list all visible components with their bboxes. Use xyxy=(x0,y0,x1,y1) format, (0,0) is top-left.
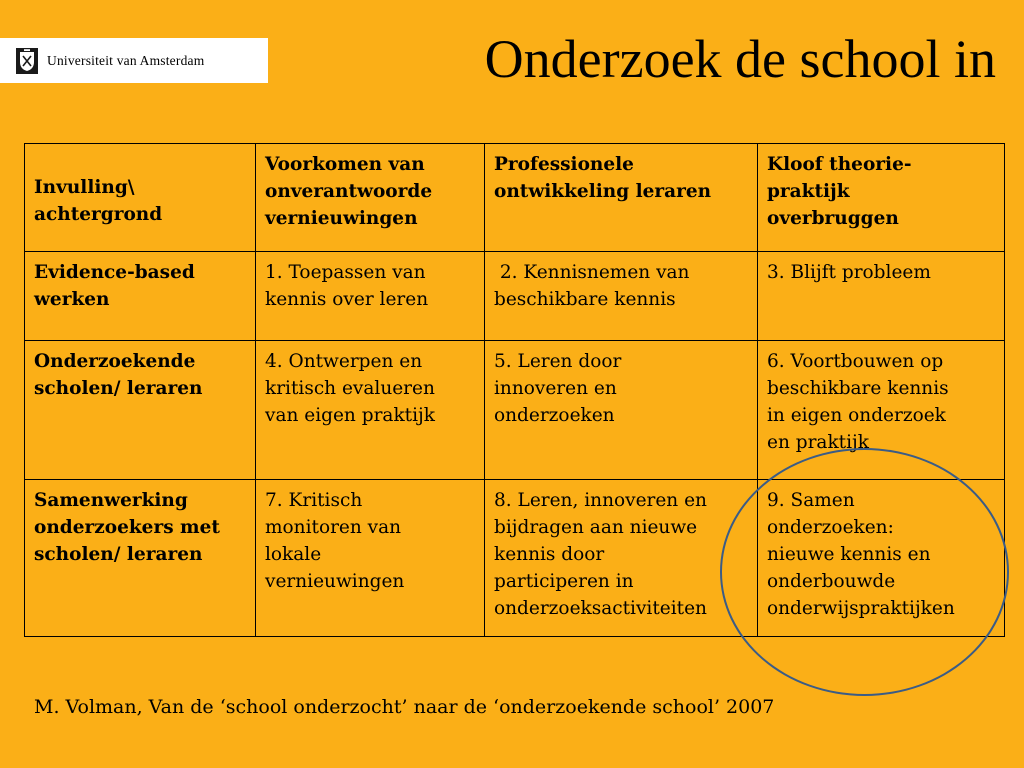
university-emblem-icon xyxy=(16,48,38,74)
table-cell: 2. Kennisnemen van beschikbare kennis xyxy=(485,252,758,341)
university-name: Universiteit van Amsterdam xyxy=(47,52,205,68)
table-cell: 9. Samen onderzoeken: nieuwe kennis en onderbouwde onderwijspraktijken xyxy=(758,480,1005,637)
table-cell: 4. Ontwerpen en kritisch evalueren van eigen praktijk xyxy=(256,341,485,480)
row-header: Samenwerking onderzoekers met scholen/ leraren xyxy=(25,480,256,637)
table-cell: 3. Blijft probleem xyxy=(758,252,1005,341)
column-header: Voorkomen van onverantwoorde vernieuwingen xyxy=(256,144,485,252)
table-cell: 7. Kritisch monitoren van lokale vernieuwingen xyxy=(256,480,485,637)
table-cell: 5. Leren door innoveren en onderzoeken xyxy=(485,341,758,480)
table-header-row xyxy=(25,144,1005,252)
table-cell: 6. Voortbouwen op beschikbare kennis in eigen onderzoek en praktijk xyxy=(758,341,1005,480)
table-cell: 8. Leren, innoveren en bijdragen aan nieuwe kennis door participeren in onderzoeksactiviteiten xyxy=(485,480,758,637)
table-row xyxy=(25,341,1005,480)
university-logo xyxy=(0,38,268,83)
comparison-table xyxy=(24,143,1005,637)
slide-title: Onderzoek de school in xyxy=(484,29,996,89)
table-cell: 1. Toepassen van kennis over leren xyxy=(256,252,485,341)
row-header: Onderzoekende scholen/ leraren xyxy=(25,341,256,480)
table-corner-cell: Invulling\ achtergrond xyxy=(25,144,256,252)
row-header: Evidence-based werken xyxy=(25,252,256,341)
column-header: Kloof theorie- praktijk overbruggen xyxy=(758,144,1005,252)
column-header: Professionele ontwikkeling leraren xyxy=(485,144,758,252)
table-row xyxy=(25,252,1005,341)
citation: M. Volman, Van de ‘school onderzocht’ naar de ‘onderzoekende school’ 2007 xyxy=(34,696,775,718)
table-row xyxy=(25,480,1005,637)
